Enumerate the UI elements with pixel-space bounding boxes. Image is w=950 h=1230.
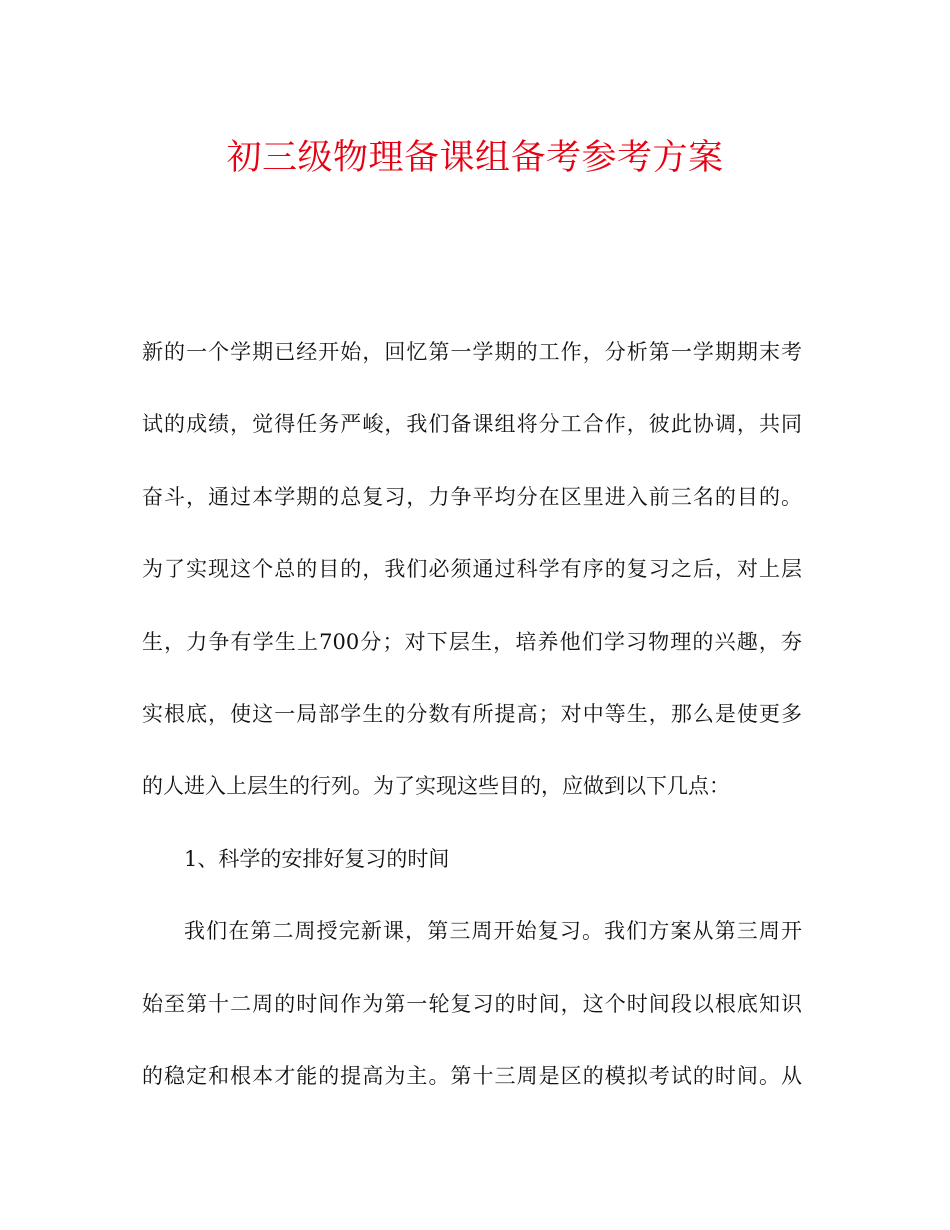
paragraph-line: 始至第十二周的时间作为第一轮复习的时间，这个时间段以根底知识 (142, 991, 802, 1016)
paragraph-line: 新的一个学期已经开始，回忆第一学期的工作，分析第一学期期末考 (142, 340, 802, 364)
paragraph-line: 生，力争有学生上700分；对下层生，培养他们学习物理的兴趣，夯 (142, 629, 802, 654)
paragraph-line: 试的成绩，觉得任务严峻，我们备课组将分工合作，彼此协调，共同 (142, 412, 802, 437)
paragraph-line: 奋斗，通过本学期的总复习，力争平均分在区里进入前三名的目的。 (142, 484, 802, 509)
paragraph-line: 的稳定和根本才能的提高为主。第十三周是区的模拟考试的时间。从 (142, 1063, 802, 1088)
section-heading: 1、科学的安排好复习的时间 (184, 846, 450, 871)
paragraph-line: 的人进入上层生的行列。为了实现这些目的，应做到以下几点： (142, 774, 730, 799)
document-title: 初三级物理备课组备考参考方案 (226, 138, 724, 178)
paragraph-line: 我们在第二周授完新课，第三周开始复习。我们方案从第三周开 (184, 919, 802, 944)
paragraph-line: 实根底，使这一局部学生的分数有所提高；对中等生，那么是使更多 (142, 701, 802, 726)
paragraph-line: 为了实现这个总的目的，我们必须通过科学有序的复习之后，对上层 (142, 557, 802, 582)
document-body (142, 327, 802, 1123)
